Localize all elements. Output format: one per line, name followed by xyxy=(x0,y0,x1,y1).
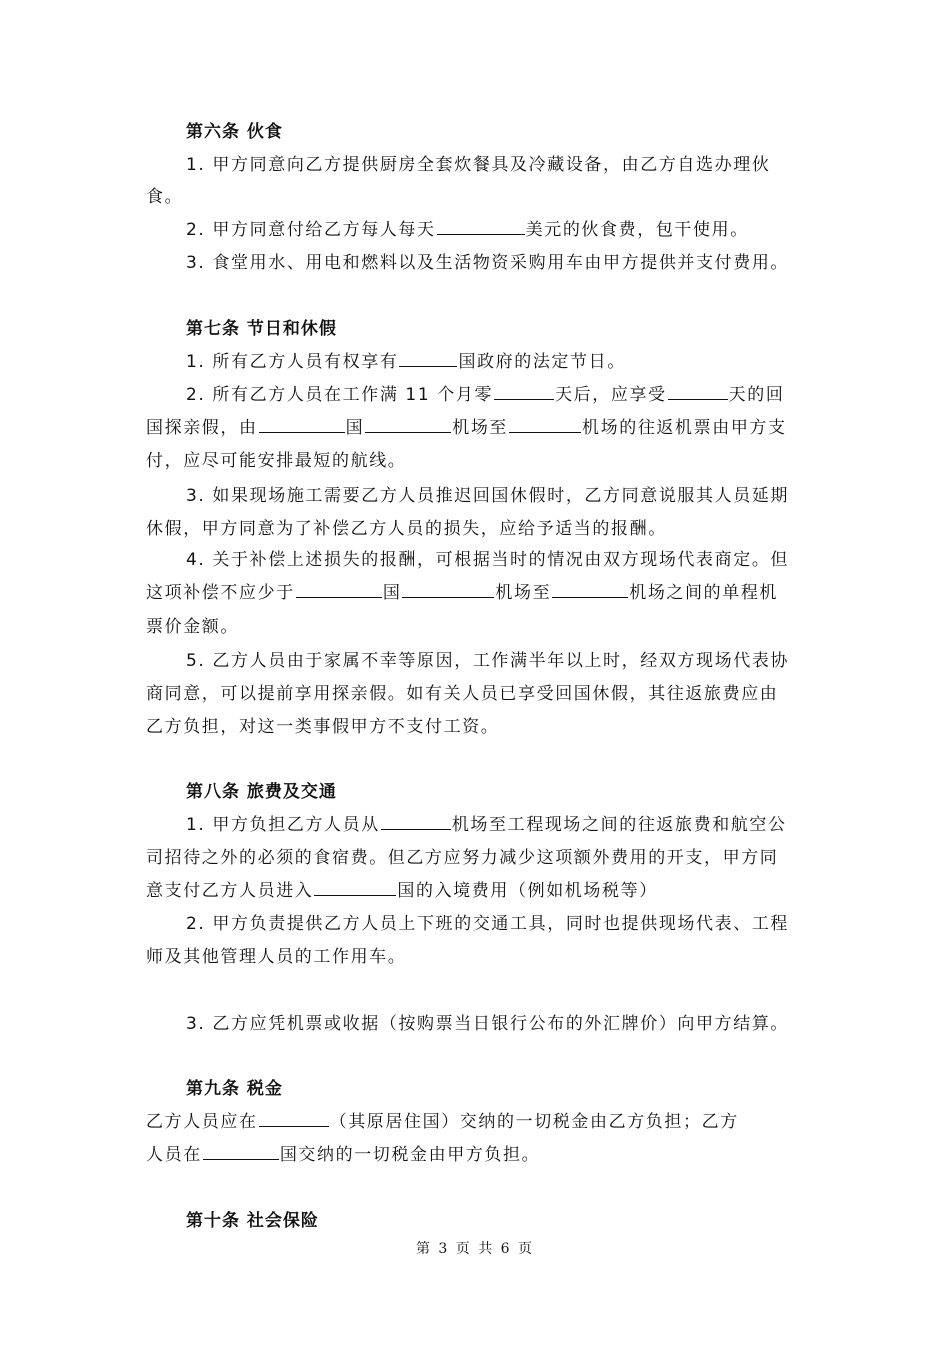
article-9-heading: 第九条 税金 xyxy=(186,1079,283,1099)
blank-field xyxy=(259,1110,329,1127)
art9-p1-text-b: （其原居住国）交纳的一切税金由乙方负担；乙方 xyxy=(329,1112,739,1132)
art8-p1-text-b: 机场至工程现场之间的往返旅费和航空公 xyxy=(451,815,787,835)
article-7-heading: 第七条 节日和休假 xyxy=(186,319,337,339)
blank-field xyxy=(437,218,525,235)
blank-field xyxy=(365,416,451,433)
blank-field xyxy=(259,416,345,433)
art6-p2 xyxy=(186,215,749,240)
art8-p2-line1: 2. 甲方负责提供乙方人员上下班的交通工具，同时也提供现场代表、工程 xyxy=(186,914,790,934)
art7-p2-text-f: 机场至 xyxy=(452,418,509,438)
blank-field xyxy=(399,350,457,367)
art9-p1-line2 xyxy=(146,1140,540,1165)
blank-field xyxy=(381,813,451,830)
art6-p3: 3. 食堂用水、用电和燃料以及生活物资采购用车由甲方提供并支付费用。 xyxy=(186,253,790,273)
art7-p4-text-c: 国 xyxy=(382,583,402,603)
blank-field xyxy=(494,383,554,400)
blank-field xyxy=(296,581,382,598)
art8-p3: 3. 乙方应凭机票或收据（按购票当日银行公布的外汇牌价）向甲方结算。 xyxy=(186,1014,790,1034)
art7-p4-text-e: 机场之间的单程机 xyxy=(629,583,779,603)
article-8-heading: 第八条 旅费及交通 xyxy=(186,782,337,802)
art7-p4-line1: 4. 关于补偿上述损失的报酬，可根据当时的情况由双方现场代表商定。但 xyxy=(186,550,790,570)
art9-p1-line1 xyxy=(146,1107,739,1132)
art9-p1-text-c: 人员在 xyxy=(146,1145,202,1165)
art8-p1-line2: 司招待之外的必须的食宿费。但乙方应努力减少这项额外费用的开支，甲方同 xyxy=(146,848,779,868)
art7-p1-text-b: 国政府的法定节日。 xyxy=(458,352,626,372)
art7-p4-line3: 票价金额。 xyxy=(146,617,239,637)
art7-p3-line2: 休假，甲方同意为了补偿乙方人员的损失，应给予适当的报酬。 xyxy=(146,519,667,539)
blank-field xyxy=(509,416,581,433)
art7-p2-line3: 付，应尽可能安排最短的航线。 xyxy=(146,451,407,471)
art7-p5-line2: 商同意，可以提前享用探亲假。如有关人员已享受回国休假，其往返旅费应由 xyxy=(146,684,779,704)
art8-p1-text-e: 国的入境费用（例如机场税等） xyxy=(397,881,658,901)
art9-p1-text-a: 乙方人员应在 xyxy=(146,1112,258,1132)
art9-p1-text-d: 国交纳的一切税金由甲方负担。 xyxy=(279,1145,541,1165)
art7-p2-text-g: 机场的往返机票由甲方支 xyxy=(582,418,787,438)
art7-p2-line1 xyxy=(186,380,784,405)
art7-p2-text-d: 国探亲假，由 xyxy=(146,418,258,438)
art7-p2-line2 xyxy=(146,413,787,438)
art6-p2-text-a: 2. 甲方同意付给乙方每人每天 xyxy=(186,220,436,240)
blank-field xyxy=(402,581,494,598)
art7-p2-text-a: 2. 所有乙方人员在工作满 11 个月零 xyxy=(186,385,494,405)
blank-field xyxy=(552,581,628,598)
art7-p2-text-c: 天的回 xyxy=(728,385,785,405)
art7-p5-line1: 5. 乙方人员由于家属不幸等原因，工作满半年以上时，经双方现场代表协 xyxy=(186,651,790,671)
art6-p1-line2: 食。 xyxy=(146,187,184,207)
blank-field xyxy=(203,1143,279,1160)
article-6-heading: 第六条 伙食 xyxy=(186,122,283,142)
art7-p2-text-b: 天后，应享受 xyxy=(555,385,667,405)
art7-p4-text-b: 这项补偿不应少于 xyxy=(146,583,295,603)
art7-p1-text-a: 1. 所有乙方人员有权享有 xyxy=(186,352,399,372)
art8-p1-text-a: 1. 甲方负担乙方人员从 xyxy=(186,815,380,835)
art7-p4-line2 xyxy=(146,578,778,603)
article-10-heading: 第十条 社会保险 xyxy=(186,1211,319,1231)
art6-p1-line1: 1. 甲方同意向乙方提供厨房全套炊餐具及冷藏设备，由乙方自选办理伙 xyxy=(186,155,771,175)
blank-field xyxy=(314,879,396,896)
art7-p1 xyxy=(186,347,626,372)
art7-p2-text-e: 国 xyxy=(345,418,365,438)
art7-p3-line1: 3. 如果现场施工需要乙方人员推迟回国休假时，乙方同意说服其人员延期 xyxy=(186,486,790,506)
page-footer: 第 3 页 共 6 页 xyxy=(415,1241,535,1257)
art8-p1-line1 xyxy=(186,810,787,835)
art7-p4-text-d: 机场至 xyxy=(495,583,552,603)
art8-p1-text-d: 意支付乙方人员进入 xyxy=(146,881,314,901)
blank-field xyxy=(668,383,728,400)
art6-p2-text-b: 美元的伙食费，包干使用。 xyxy=(525,220,749,240)
art8-p1-line3 xyxy=(146,876,658,901)
art7-p5-line3: 乙方负担，对这一类事假甲方不支付工资。 xyxy=(146,717,500,737)
art8-p2-line2: 师及其他管理人员的工作用车。 xyxy=(146,947,407,967)
